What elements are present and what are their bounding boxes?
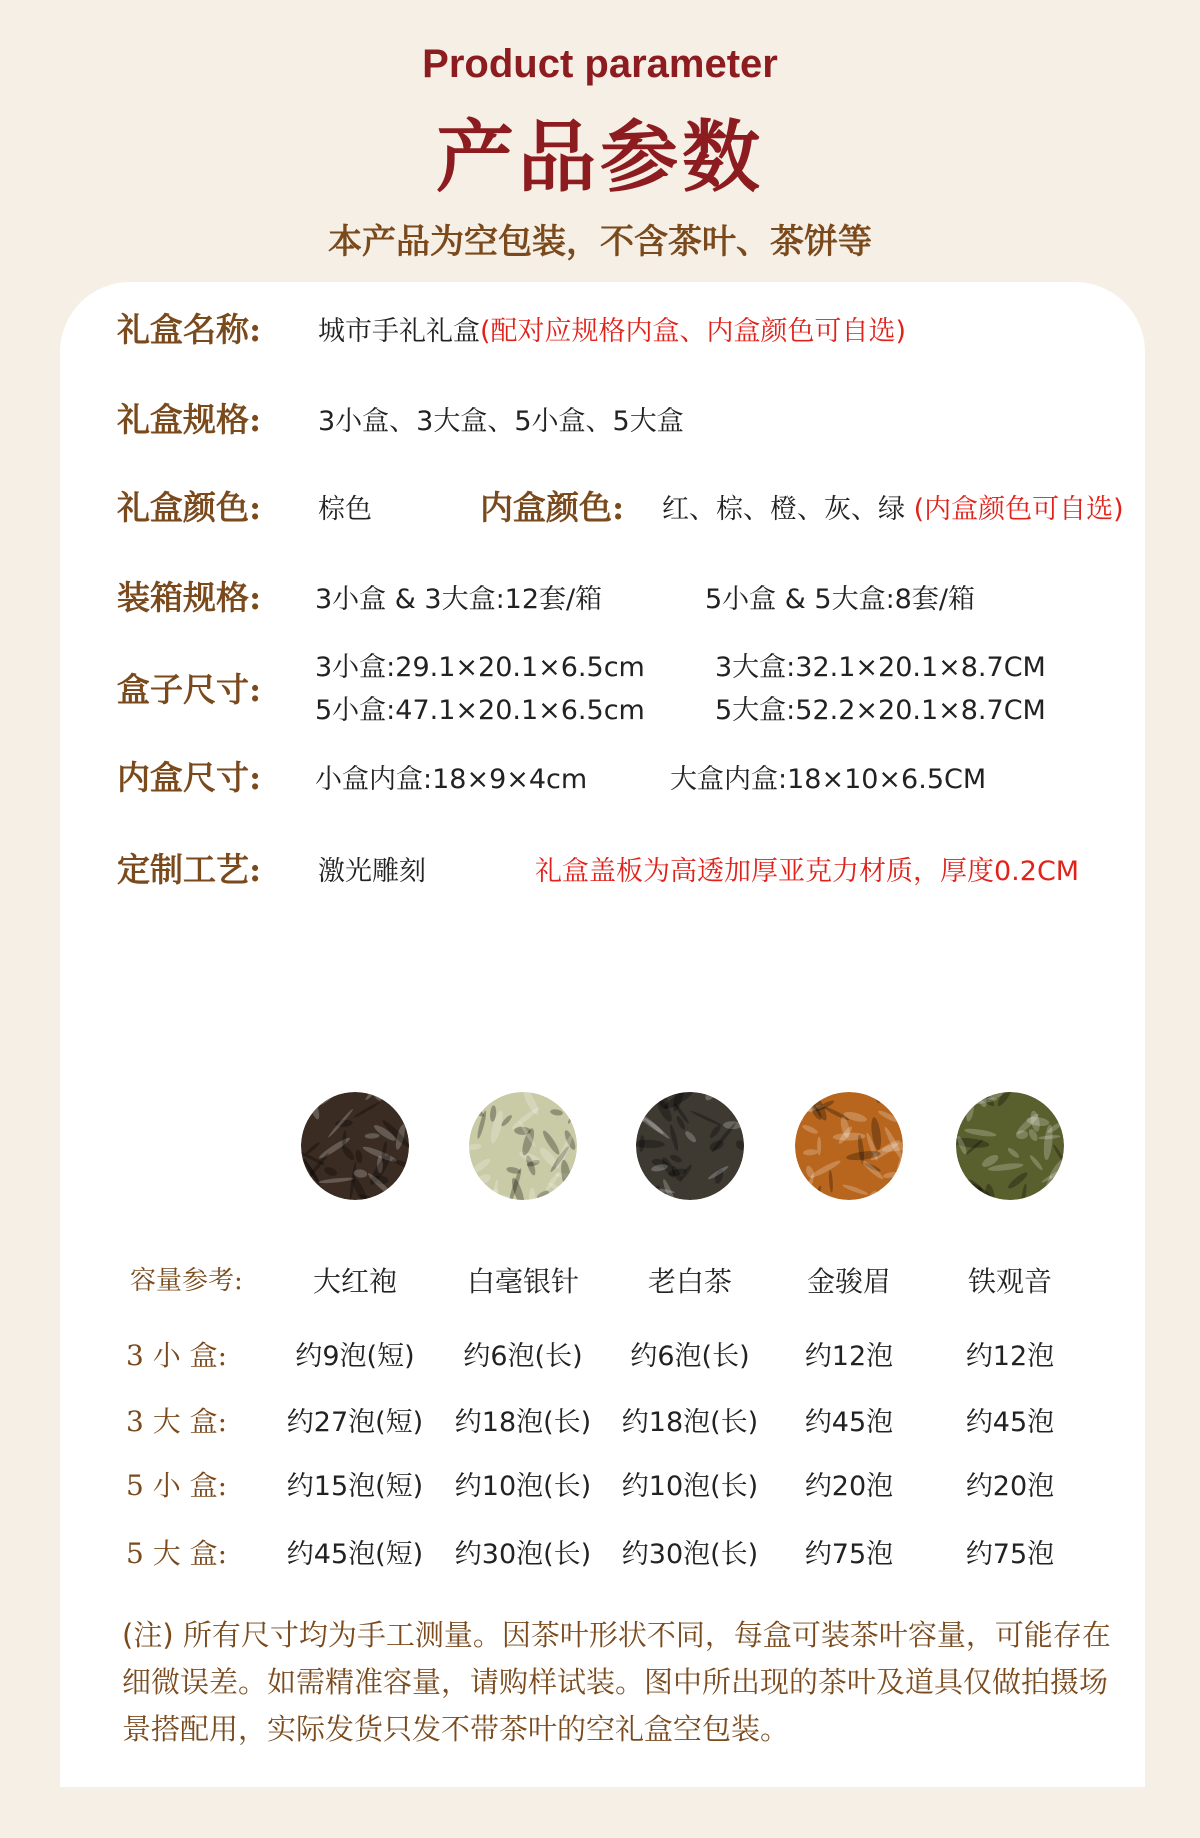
capacity-cell: 约18泡(长) xyxy=(454,1407,592,1438)
capacity-cell: 约15泡(短) xyxy=(286,1471,424,1502)
capacity-cell: 约10泡(长) xyxy=(621,1471,759,1502)
inner-size-small: 小盒内盒:18×9×4cm xyxy=(315,764,588,795)
tea-image-tieguanyin xyxy=(956,1092,1064,1200)
page-title: 产品参数 xyxy=(435,113,764,203)
capacity-cell: 约45泡 xyxy=(965,1407,1055,1438)
box-name-label: 礼盒名称: xyxy=(117,310,262,349)
capacity-cell: 约6泡(长) xyxy=(463,1341,583,1372)
capacity-cell: 约6泡(长) xyxy=(630,1341,750,1372)
capacity-cell: 约9泡(短) xyxy=(295,1341,415,1372)
inner-size-label: 内盒尺寸: xyxy=(117,758,262,797)
box-name-note: (配对应规格内盒、内盒颜色可自选) xyxy=(480,316,907,347)
craft-value: 激光雕刻 xyxy=(318,856,426,887)
parameter-card xyxy=(60,282,1145,1787)
capacity-cell: 约18泡(长) xyxy=(621,1407,759,1438)
capacity-cell: 约75泡 xyxy=(804,1539,894,1570)
box-size-3-large: 3大盒:32.1×20.1×8.7CM xyxy=(715,652,1046,683)
tea-images xyxy=(60,1092,1145,1202)
box-size-3-small: 3小盒:29.1×20.1×6.5cm xyxy=(315,652,645,683)
subtitle: 本产品为空包装，不含茶叶、茶饼等 xyxy=(328,222,872,262)
box-color-value: 棕色 xyxy=(318,494,372,525)
inner-size-large: 大盒内盒:18×10×6.5CM xyxy=(670,764,987,795)
box-color-label: 礼盒颜色: xyxy=(117,488,262,527)
box-spec-value: 3小盒、3大盒、5小盒、5大盒 xyxy=(318,406,684,437)
box-size-label: 盒子尺寸: xyxy=(117,670,262,709)
tea-name: 金骏眉 xyxy=(806,1265,891,1298)
inner-color-label: 内盒颜色: xyxy=(480,488,625,527)
capacity-cell: 约30泡(长) xyxy=(454,1539,592,1570)
capacity-cell: 约20泡 xyxy=(804,1471,894,1502)
row-label: 5 小 盒: xyxy=(126,1469,228,1502)
craft-note: 礼盒盖板为高透加厚亚克力材质，厚度0.2CM xyxy=(535,856,1080,887)
tea-image-jinjunmei xyxy=(795,1092,903,1200)
tea-image-baihaoyinzhen xyxy=(469,1092,577,1200)
capacity-cell: 约45泡 xyxy=(804,1407,894,1438)
packing-value-3: 3小盒 & 3大盒:12套/箱 xyxy=(315,584,603,615)
packing-value-5: 5小盒 & 5大盒:8套/箱 xyxy=(705,584,975,615)
row-label: 5 大 盒: xyxy=(126,1537,228,1570)
capacity-cell: 约10泡(长) xyxy=(454,1471,592,1502)
tea-name: 铁观音 xyxy=(967,1265,1052,1298)
box-spec-label: 礼盒规格: xyxy=(117,400,262,439)
capacity-label: 容量参考: xyxy=(130,1266,243,1296)
english-title: Product parameter xyxy=(422,42,778,86)
craft-label: 定制工艺: xyxy=(117,850,262,889)
inner-color-value xyxy=(662,487,1124,526)
capacity-cell: 约27泡(短) xyxy=(286,1407,424,1438)
capacity-cell: 约12泡 xyxy=(965,1341,1055,1372)
box-name-text: 城市手礼礼盒 xyxy=(318,316,480,347)
inner-color-text: 红、棕、橙、灰、绿 xyxy=(662,494,905,525)
tea-name: 白毫银针 xyxy=(466,1265,579,1298)
tea-image-laobaicha xyxy=(636,1092,744,1200)
capacity-cell: 约12泡 xyxy=(804,1341,894,1372)
capacity-cell: 约75泡 xyxy=(965,1539,1055,1570)
capacity-cell: 约45泡(短) xyxy=(286,1539,424,1570)
disclaimer-note: (注) 所有尺寸均为手工测量。因茶叶形状不同，每盒可装茶叶容量，可能存在细微误差。如需精准容量，请购样试装。图中所出现的茶叶及道具仅做拍摄场景搭配用，实际发货只发不带茶叶的空礼盒空包装。 xyxy=(122,1618,1111,1746)
packing-label: 装箱规格: xyxy=(117,578,262,617)
tea-name: 大红袍 xyxy=(312,1265,397,1298)
inner-color-note: (内盒颜色可自选) xyxy=(913,494,1124,525)
row-label: 3 大 盒: xyxy=(126,1405,228,1438)
tea-name: 老白茶 xyxy=(647,1265,732,1298)
tea-image-dahongpao xyxy=(301,1092,409,1200)
capacity-cell: 约20泡 xyxy=(965,1471,1055,1502)
row-label: 3 小 盒: xyxy=(126,1339,228,1372)
box-size-5-small: 5小盒:47.1×20.1×6.5cm xyxy=(315,695,645,726)
capacity-cell: 约30泡(长) xyxy=(621,1539,759,1570)
box-size-5-large: 5大盒:52.2×20.1×8.7CM xyxy=(715,695,1046,726)
box-name-value xyxy=(318,309,906,348)
